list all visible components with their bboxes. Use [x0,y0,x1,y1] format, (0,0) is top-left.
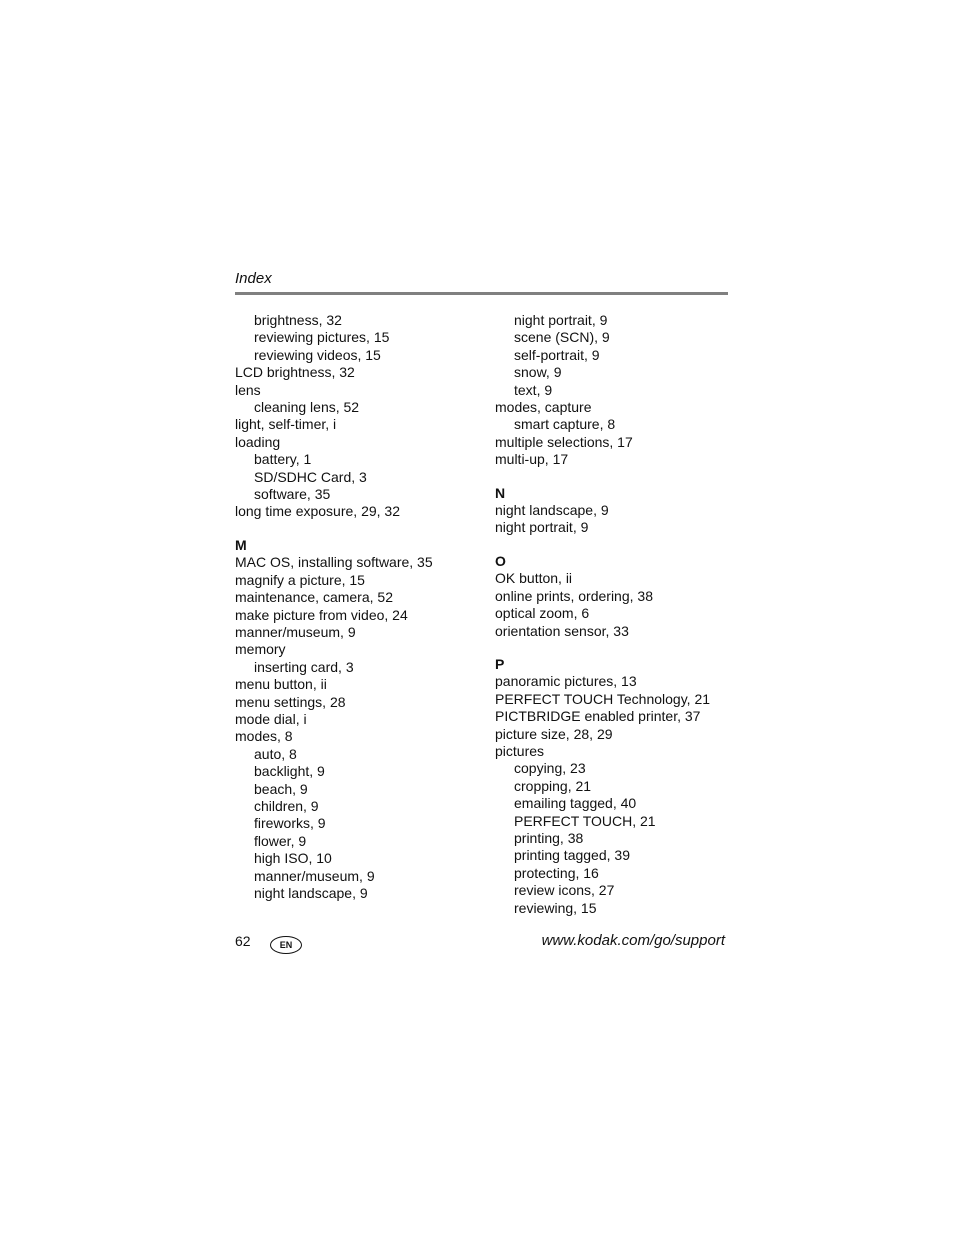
index-entry: panoramic pictures, 13 [495,673,637,690]
index-subentry: printing, 38 [514,829,584,846]
index-subentry: review icons, 27 [514,882,615,899]
index-subentry: battery, 1 [254,451,312,468]
index-subentry: night portrait, 9 [514,312,608,328]
index-subentry: cleaning lens, 52 [254,399,360,416]
index-subentry: manner/museum, 9 [254,867,375,884]
index-subentry: scene (SCN), 9 [514,329,610,346]
index-subentry: copying, 23 [514,760,586,777]
index-subentry: flower, 9 [254,832,307,849]
index-letter-heading: P [495,655,505,672]
index-entry: night landscape, 9 [495,502,609,519]
index-entry: mode dial, i [235,710,307,727]
index-subentry: snow, 9 [514,364,562,381]
index-subentry: high ISO, 10 [254,850,332,867]
index-entry: orientation sensor, 33 [495,622,629,639]
index-entry: MAC OS, installing software, 35 [235,554,433,571]
index-entry: light, self-timer, i [235,416,337,433]
index-subentry: text, 9 [514,381,553,398]
index-subentry: children, 9 [254,797,319,814]
index-subentry: SD/SDHC Card, 3 [254,468,367,485]
index-entry: night portrait, 9 [495,519,589,536]
index-entry: menu button, ii [235,676,327,693]
index-letter-heading: O [495,552,506,569]
index-entry: OK button, ii [495,570,573,587]
index-entry: picture size, 28, 29 [495,725,613,742]
index-subentry: cropping, 21 [514,777,592,794]
index-entry: menu settings, 28 [235,693,346,710]
index-subentry: inserting card, 3 [254,658,354,675]
index-entry: PICTBRIDGE enabled printer, 37 [495,708,701,725]
index-entry: online prints, ordering, 38 [495,587,653,604]
index-subentry: brightness, 32 [254,312,342,328]
index-entry: manner/museum, 9 [235,623,356,640]
index-entry: memory [235,641,286,658]
index-entry: maintenance, camera, 52 [235,589,393,606]
index-subentry: reviewing, 15 [514,899,597,916]
index-subentry: protecting, 16 [514,864,599,881]
index-subentry: smart capture, 8 [514,416,616,433]
index-entry: lens [235,381,261,398]
index-column-left [235,312,485,902]
index-subentry: emailing tagged, 40 [514,795,637,812]
index-entry: PERFECT TOUCH Technology, 21 [495,690,711,707]
language-badge: EN [270,936,302,954]
index-subentry: PERFECT TOUCH, 21 [514,812,656,829]
index-entry: multi-up, 17 [495,451,569,468]
index-letter-heading: M [235,536,247,553]
index-subentry: fireworks, 9 [254,815,326,832]
index-entry: loading [235,433,281,450]
index-subentry: auto, 8 [254,745,297,762]
index-entry: pictures [495,742,545,759]
index-subentry: reviewing videos, 15 [254,346,381,363]
index-subentry: backlight, 9 [254,763,325,780]
index-subentry: software, 35 [254,486,331,503]
page-number: 62 [235,933,251,949]
index-entry: modes, capture [495,399,592,416]
index-subentry: beach, 9 [254,780,308,797]
index-column-right [495,312,745,917]
index-entry: multiple selections, 17 [495,433,633,450]
index-entry: modes, 8 [235,728,293,745]
header-rule [235,292,728,295]
index-entry: LCD brightness, 32 [235,364,355,381]
index-subentry: reviewing pictures, 15 [254,329,390,346]
index-entry: make picture from video, 24 [235,606,408,623]
index-subentry: printing tagged, 39 [514,847,630,864]
index-subentry: night landscape, 9 [254,885,368,901]
index-entry: magnify a picture, 15 [235,571,365,588]
index-entry: long time exposure, 29, 32 [235,503,400,520]
support-url-link[interactable]: www.kodak.com/go/support [541,932,725,949]
index-subentry: self-portrait, 9 [514,346,600,363]
index-letter-heading: N [495,484,506,501]
page-header-title: Index [235,270,272,287]
index-entry: optical zoom, 6 [495,605,590,622]
